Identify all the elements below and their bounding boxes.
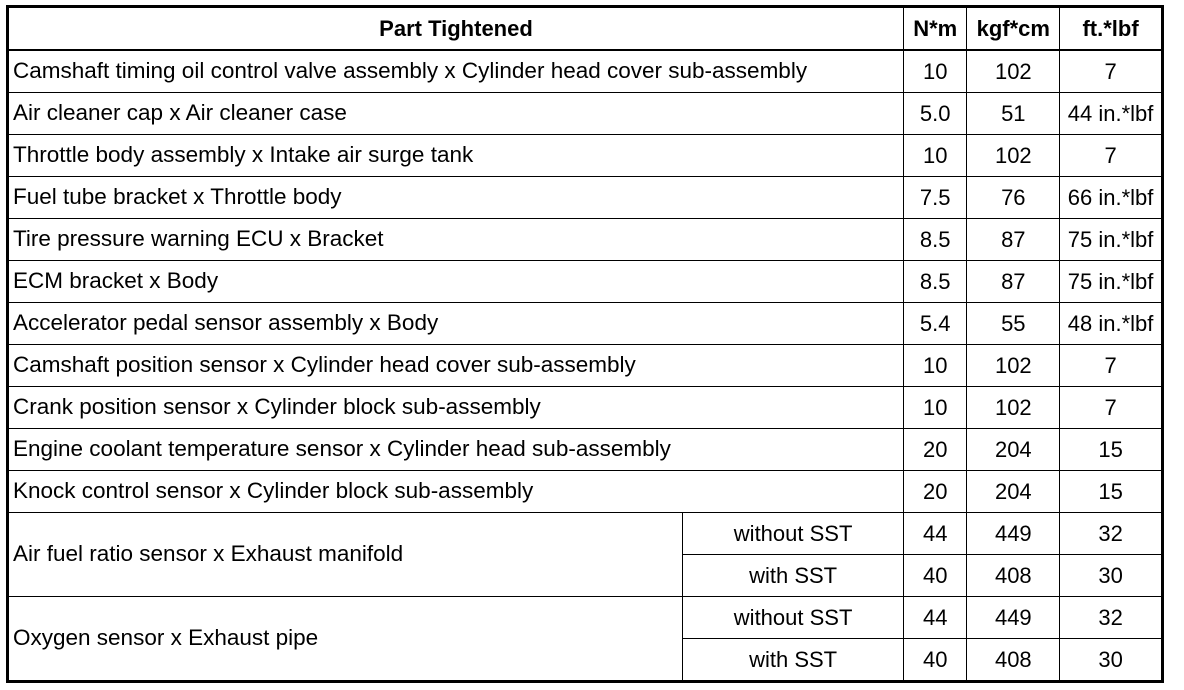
- kgf-cm-cell: 87: [967, 261, 1060, 303]
- table-row: [8, 50, 1163, 93]
- kgf-cm-cell: 408: [967, 639, 1060, 682]
- ft-lbf-cell: 7: [1060, 50, 1163, 93]
- ft-lbf-cell: 15: [1060, 429, 1163, 471]
- ft-lbf-cell: 30: [1060, 555, 1163, 597]
- table-row: [8, 471, 1163, 513]
- header-newton-meter: N*m: [903, 7, 966, 51]
- condition-cell: without SST: [683, 513, 904, 555]
- ft-lbf-cell: 44 in.*lbf: [1060, 93, 1163, 135]
- nm-cell: 8.5: [903, 261, 966, 303]
- nm-cell: 44: [903, 597, 966, 639]
- table-row: [8, 177, 1163, 219]
- kgf-cm-cell: 55: [967, 303, 1060, 345]
- nm-cell: 20: [903, 429, 966, 471]
- nm-cell: 44: [903, 513, 966, 555]
- part-name-cell: ECM bracket x Body: [8, 261, 904, 303]
- part-name-cell: Camshaft position sensor x Cylinder head cover sub-assembly: [8, 345, 904, 387]
- ft-lbf-cell: 7: [1060, 345, 1163, 387]
- header-part-tightened: Part Tightened: [8, 7, 904, 51]
- kgf-cm-cell: 204: [967, 471, 1060, 513]
- table-row: [8, 597, 1163, 639]
- part-name-cell: Air cleaner cap x Air cleaner case: [8, 93, 904, 135]
- table-body: [8, 50, 1163, 682]
- table-row: [8, 135, 1163, 177]
- condition-cell: with SST: [683, 639, 904, 682]
- kgf-cm-cell: 51: [967, 93, 1060, 135]
- nm-cell: 20: [903, 471, 966, 513]
- part-name-cell: Crank position sensor x Cylinder block sub-assembly: [8, 387, 904, 429]
- table-row: [8, 261, 1163, 303]
- table-row: [8, 387, 1163, 429]
- nm-cell: 10: [903, 345, 966, 387]
- table-row: [8, 303, 1163, 345]
- table-row: [8, 513, 1163, 555]
- part-name-cell: Fuel tube bracket x Throttle body: [8, 177, 904, 219]
- kgf-cm-cell: 102: [967, 387, 1060, 429]
- ft-lbf-cell: 15: [1060, 471, 1163, 513]
- ft-lbf-cell: 66 in.*lbf: [1060, 177, 1163, 219]
- table-row: [8, 345, 1163, 387]
- part-name-cell: Throttle body assembly x Intake air surge tank: [8, 135, 904, 177]
- part-name-cell: Engine coolant temperature sensor x Cylinder head sub-assembly: [8, 429, 904, 471]
- nm-cell: 5.4: [903, 303, 966, 345]
- nm-cell: 7.5: [903, 177, 966, 219]
- ft-lbf-cell: 7: [1060, 387, 1163, 429]
- header-kgf-cm: kgf*cm: [967, 7, 1060, 51]
- ft-lbf-cell: 7: [1060, 135, 1163, 177]
- part-name-cell: Accelerator pedal sensor assembly x Body: [8, 303, 904, 345]
- torque-specification-table: [6, 5, 1164, 683]
- table-row: [8, 219, 1163, 261]
- ft-lbf-cell: 32: [1060, 513, 1163, 555]
- nm-cell: 10: [903, 50, 966, 93]
- ft-lbf-cell: 75 in.*lbf: [1060, 219, 1163, 261]
- kgf-cm-cell: 87: [967, 219, 1060, 261]
- part-name-cell: Tire pressure warning ECU x Bracket: [8, 219, 904, 261]
- ft-lbf-cell: 32: [1060, 597, 1163, 639]
- kgf-cm-cell: 408: [967, 555, 1060, 597]
- condition-cell: with SST: [683, 555, 904, 597]
- part-name-cell: Oxygen sensor x Exhaust pipe: [8, 597, 683, 682]
- part-name-cell: Camshaft timing oil control valve assembly x Cylinder head cover sub-assembly: [8, 50, 904, 93]
- header-ft-lbf: ft.*lbf: [1060, 7, 1163, 51]
- ft-lbf-cell: 75 in.*lbf: [1060, 261, 1163, 303]
- table-row: [8, 93, 1163, 135]
- kgf-cm-cell: 102: [967, 135, 1060, 177]
- condition-cell: without SST: [683, 597, 904, 639]
- nm-cell: 40: [903, 555, 966, 597]
- kgf-cm-cell: 204: [967, 429, 1060, 471]
- header-row: [8, 7, 1163, 51]
- nm-cell: 8.5: [903, 219, 966, 261]
- part-name-cell: Knock control sensor x Cylinder block sub-assembly: [8, 471, 904, 513]
- kgf-cm-cell: 449: [967, 597, 1060, 639]
- kgf-cm-cell: 449: [967, 513, 1060, 555]
- nm-cell: 5.0: [903, 93, 966, 135]
- nm-cell: 10: [903, 387, 966, 429]
- nm-cell: 10: [903, 135, 966, 177]
- kgf-cm-cell: 102: [967, 345, 1060, 387]
- ft-lbf-cell: 48 in.*lbf: [1060, 303, 1163, 345]
- kgf-cm-cell: 76: [967, 177, 1060, 219]
- ft-lbf-cell: 30: [1060, 639, 1163, 682]
- kgf-cm-cell: 102: [967, 50, 1060, 93]
- nm-cell: 40: [903, 639, 966, 682]
- table-row: [8, 429, 1163, 471]
- part-name-cell: Air fuel ratio sensor x Exhaust manifold: [8, 513, 683, 597]
